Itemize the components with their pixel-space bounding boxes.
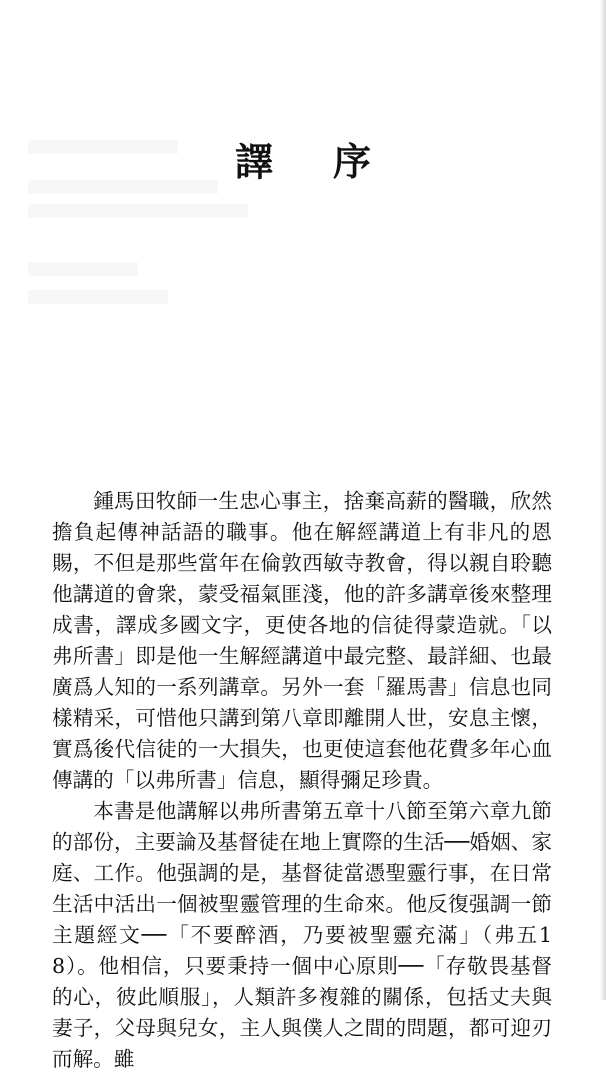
paragraph-2: 本書是他講解以弗所書第五章十八節至第六章九節的部份，主要論及基督徒在地上實際的生活──婚姻、家庭、工作。他强調的是，基督徒當憑聖靈行事，在日常生活中活出一個被聖靈管理的生命來。他反復强調一節主題經文──「不要醉酒，乃要被聖靈充滿」（弗五18）。他相信，只要秉持一個中心原則──「存敬畏基督的心，彼此順服」，人類許多複雜的關係，包括丈夫與妻子，父母與兒女，主人與僕人之間的問題，都可迎刃而解。雖 bbox=[52, 799, 552, 1071]
bleed-through-mark bbox=[28, 204, 248, 218]
page-title bbox=[0, 132, 606, 192]
paragraph-1: 鍾馬田牧師一生忠心事主，捨棄高薪的醫職，欣然擔負起傳神話語的職事。他在解經講道上有非凡的恩賜，不但是那些當年在倫敦西敏寺教會，得以親自聆聽他講道的會衆，蒙受福氣匪淺，他的許多講章後來整理成書，譯成多國文字，更使各地的信徒得蒙造就。「以弗所書」即是他一生解經講道中最完整、最詳細、也最廣爲人知的一系列講章。另外一套「羅馬書」信息也同樣精采，可惜他只講到第八章即離開人世，安息主懷，實爲後代信徒的一大損失，也更使這套他花費多年心血傳講的「以弗所書」信息，顯得彌足珍貴。 bbox=[52, 489, 552, 792]
title-char-2: 序 bbox=[333, 139, 372, 184]
bleed-through-mark bbox=[28, 262, 138, 276]
title-char-1: 譯 bbox=[234, 139, 273, 184]
bleed-through-mark bbox=[28, 290, 168, 304]
body-text bbox=[52, 486, 552, 1075]
